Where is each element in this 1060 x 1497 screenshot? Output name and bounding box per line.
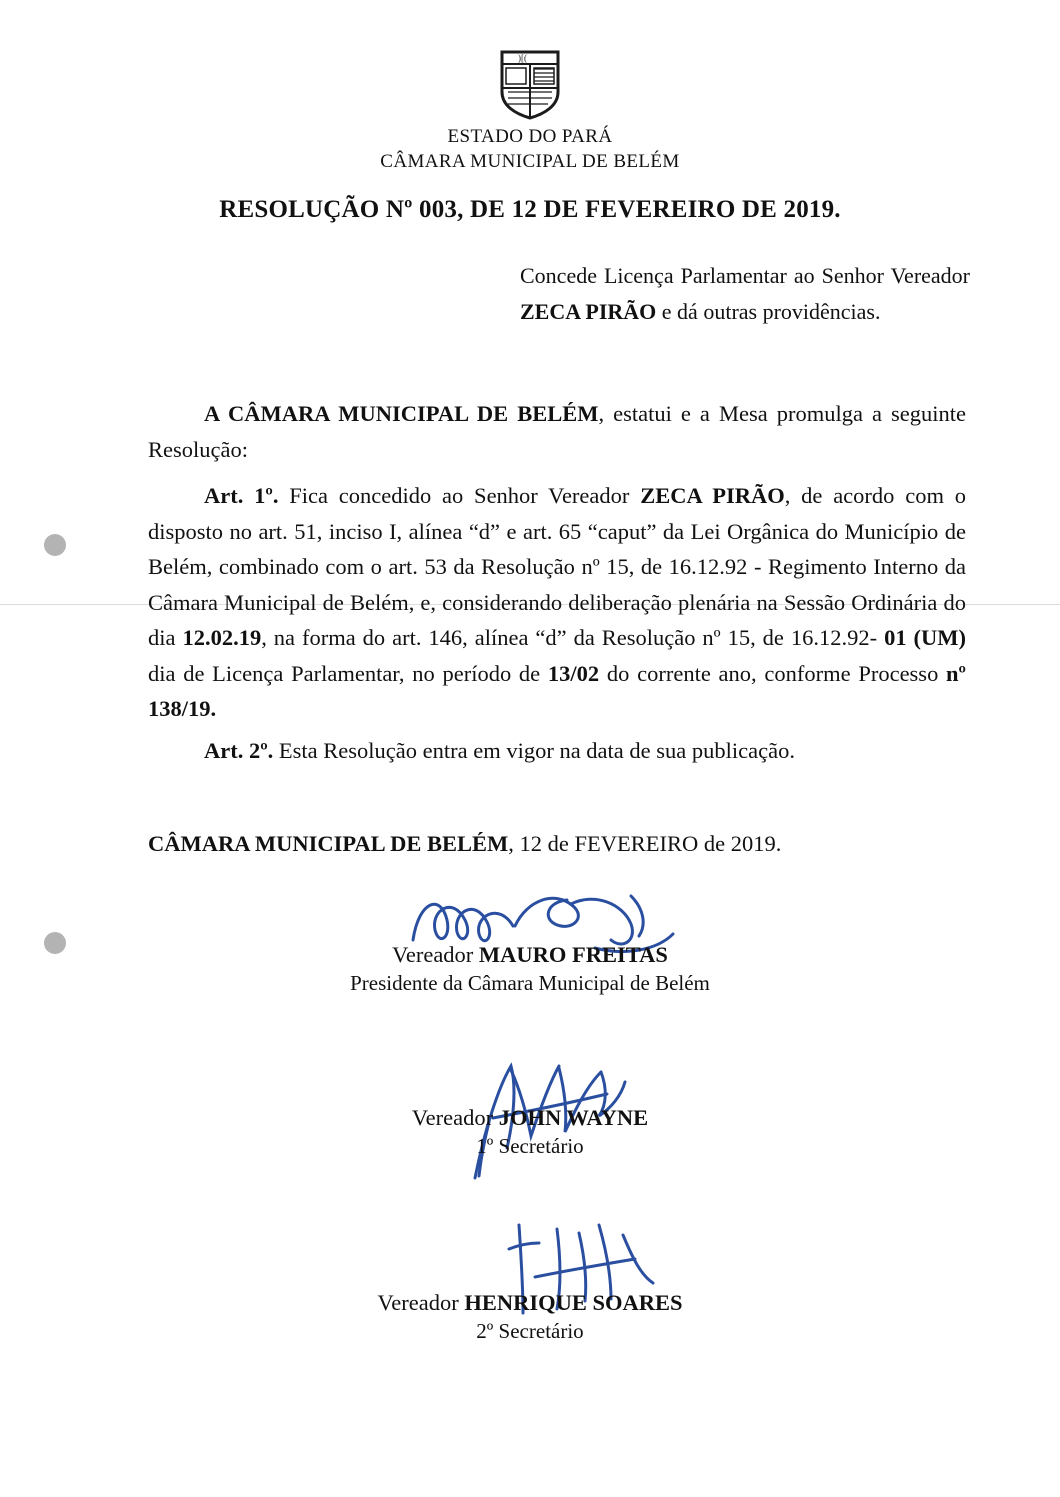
closing-rest: , 12 de FEVEREIRO de 2019. <box>508 831 782 856</box>
article-1-bold-period: 13/02 <box>547 660 600 686</box>
ementa-text-part1: Concede Licença Parlamentar ao Senhor Vereador <box>520 263 970 288</box>
preamble-rest: , estatui e a Mesa promulga a seguinte Resolução: <box>148 401 966 462</box>
signature-name: HENRIQUE SOARES <box>464 1290 683 1315</box>
signature-name-line <box>0 1103 1060 1133</box>
signature-role: 1º Secretário <box>476 1133 584 1158</box>
signature-prefix: Vereador <box>411 1105 499 1130</box>
article-1-text-1: Fica concedido ao Senhor Vereador <box>278 483 641 508</box>
signature-block-president <box>0 940 1060 997</box>
preamble-paragraph <box>148 396 966 467</box>
article-2-text: Esta Resolução entra em vigor na data de sua publicação. <box>273 738 795 763</box>
header-chamber-line: CÂMARA MUNICIPAL DE BELÉM <box>380 151 680 173</box>
article-2-label: Art. 2º. <box>204 738 274 763</box>
signature-prefix: Vereador <box>377 1290 465 1315</box>
preamble-strong: A CÂMARA MUNICIPAL DE BELÉM <box>204 401 599 426</box>
signature-name-line <box>0 940 1060 970</box>
signature-prefix: Vereador <box>392 942 479 967</box>
signature-name: JOHN WAYNE <box>498 1105 649 1130</box>
svg-text:)[(: )[( <box>518 53 527 63</box>
article-1-text-3: , na forma do art. 146, alínea “d” da Resolução nº 15, de 16.12.92- <box>261 625 885 651</box>
article-1-label: Art. 1º. <box>204 483 279 508</box>
signature-role: 2º Secretário <box>476 1318 584 1343</box>
signature-name: MAURO FREITAS <box>478 942 668 967</box>
article-1-bold-days: 01 (UM) <box>884 625 966 651</box>
article-1-bold-process: nº 138/19. <box>148 660 966 722</box>
signature-name-line <box>0 1288 1060 1318</box>
signature-block-second-secretary <box>0 1288 1060 1345</box>
ementa-block <box>520 258 970 329</box>
crest-container <box>0 48 1060 125</box>
closing-strong: CÂMARA MUNICIPAL DE BELÉM <box>148 831 509 856</box>
article-2-paragraph <box>148 733 966 769</box>
coat-of-arms-icon <box>498 48 562 120</box>
header-state-line: ESTADO DO PARÁ <box>447 126 613 147</box>
scan-artifact-hole-top <box>44 534 66 556</box>
article-1-text-4: dia de Licença Parlamentar, no período de <box>148 660 548 686</box>
article-1-text-5: do corrente ano, conforme Processo <box>599 660 947 686</box>
article-1-paragraph <box>148 478 966 727</box>
signature-block-first-secretary <box>0 1103 1060 1160</box>
signature-role: Presidente da Câmara Municipal de Belém <box>350 970 710 995</box>
article-1-bold-date: 12.02.19 <box>182 625 262 651</box>
page-title: RESOLUÇÃO Nº 003, DE 12 DE FEVEREIRO DE 2019. <box>219 196 841 223</box>
document-header <box>0 124 1060 174</box>
article-1-text-2: , de acordo com o disposto no art. 51, inciso I, alínea “d” e art. 65 “caput” da Lei Orgânica do Município de Belém, combinado com o art. 53 da Resolução nº 15, de 16.12.92 - Regimento Interno da Câmara Municipal de Belém, e, considerando deliberação plenária na Sessão Ordinária do dia <box>148 483 966 651</box>
ementa-text-part2: e dá outras providências. <box>656 298 881 324</box>
article-1-bold-name: ZECA PIRÃO <box>640 483 785 508</box>
closing-line <box>148 826 966 862</box>
ementa-highlight-name: ZECA PIRÃO <box>520 298 657 324</box>
